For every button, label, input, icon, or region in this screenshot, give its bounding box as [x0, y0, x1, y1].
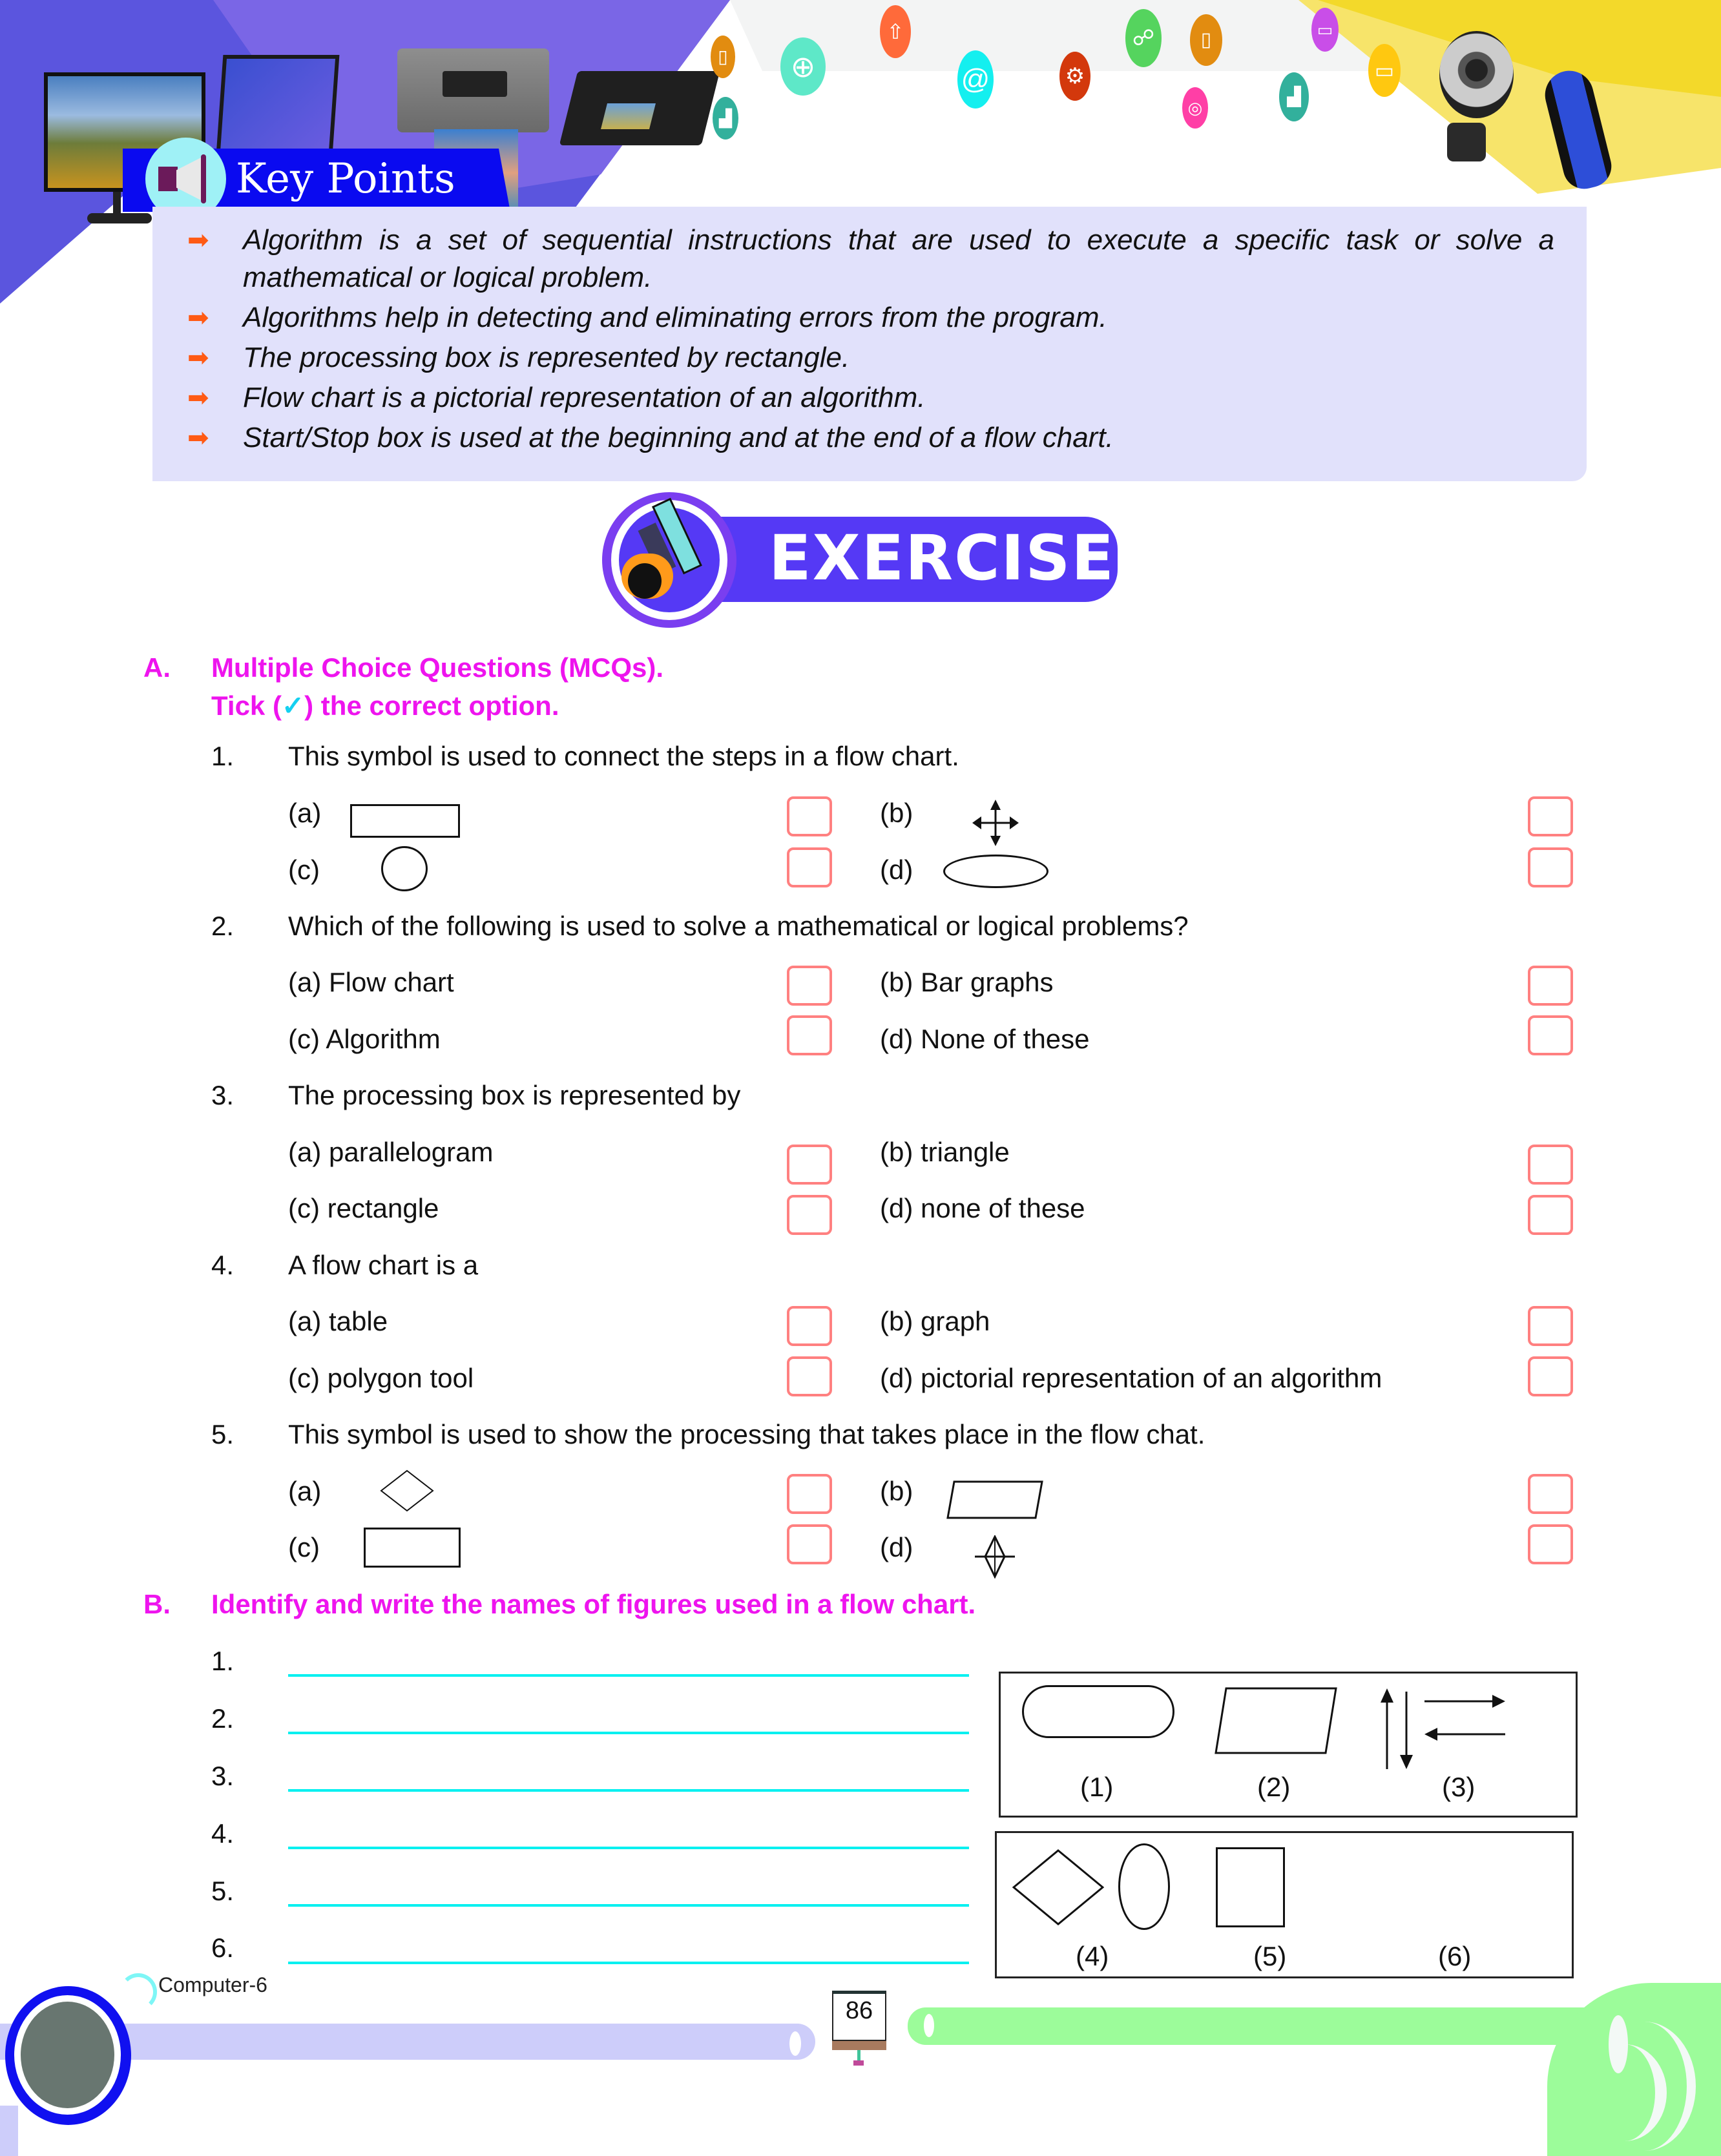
option-label: (c) Algorithm	[288, 1024, 441, 1054]
option-checkbox[interactable]	[787, 1195, 832, 1235]
key-point-continuation	[243, 258, 652, 297]
folder-icon: ▭	[1311, 8, 1339, 52]
bullet-arrow-icon: ➡	[187, 304, 209, 332]
option-checkbox[interactable]	[787, 1524, 832, 1564]
mouse-icon: ▯	[711, 36, 735, 78]
question-number: 5.	[211, 1419, 235, 1449]
option-label: (d) pictorial representation of an algorithm	[880, 1363, 1382, 1393]
oval-symbol	[943, 855, 1048, 888]
gamepad-icon: ◎	[1182, 87, 1208, 129]
flow-arrows-shape	[1376, 1688, 1544, 1772]
question-text: Which of the following is used to solve a mathematical or logical problems?	[288, 911, 1189, 941]
option-label: (d) none of these	[880, 1193, 1085, 1223]
question-text: This symbol is used to connect the steps in a flow chart.	[288, 741, 959, 771]
option-label: (c) rectangle	[288, 1193, 439, 1223]
option-checkbox[interactable]	[1528, 1015, 1573, 1055]
footer-bar-cap	[789, 2031, 801, 2056]
key-point	[187, 298, 1107, 337]
scanner-screen	[601, 103, 656, 129]
option-label: (d) None of these	[880, 1024, 1090, 1054]
answer-line[interactable]	[288, 1847, 969, 1849]
option-checkbox[interactable]	[787, 1474, 832, 1514]
key-points-title: Key Points	[236, 155, 455, 203]
option-checkbox[interactable]	[787, 966, 832, 1006]
option-checkbox[interactable]	[1528, 1306, 1573, 1346]
option-label: (b) triangle	[880, 1137, 1010, 1167]
upload-icon: ⇧	[880, 5, 911, 58]
option-label: (a)	[288, 798, 322, 828]
rectangle-shape	[1216, 1847, 1285, 1927]
monitor-base	[87, 213, 152, 223]
rectangle-symbol	[364, 1528, 461, 1568]
gears-icon: ⚙	[1059, 52, 1090, 101]
answer-line-number: 2.	[211, 1703, 235, 1734]
question-number: 1.	[211, 741, 235, 771]
laptop-icon	[216, 55, 340, 155]
key-point-text: Algorithms help in detecting and eliminating errors from the program.	[243, 302, 1107, 333]
answer-line-number: 1.	[211, 1646, 235, 1676]
instruction-text: Tick (	[211, 690, 282, 721]
question-number: 3.	[211, 1080, 235, 1110]
option-checkbox[interactable]	[787, 1015, 832, 1055]
answer-line[interactable]	[288, 1904, 969, 1907]
growth-chart-icon: ▟	[1279, 72, 1309, 121]
option-label: (c)	[288, 855, 320, 885]
globe-icon: ⊕	[780, 37, 826, 96]
question-text: The processing box is represented by	[288, 1080, 741, 1110]
question-text: A flow chart is a	[288, 1250, 479, 1280]
option-checkbox[interactable]	[787, 1306, 832, 1346]
chart-icon: ▟	[713, 97, 738, 140]
figure-label: (1)	[1080, 1772, 1114, 1802]
terminal-shape	[1022, 1685, 1174, 1738]
option-label: (c)	[288, 1532, 320, 1562]
bullet-arrow-icon: ➡	[187, 226, 209, 254]
option-checkbox[interactable]	[787, 1356, 832, 1396]
answer-line[interactable]	[288, 1732, 969, 1734]
option-label: (b)	[880, 1476, 913, 1506]
tick-icon: ✓	[281, 690, 305, 721]
section-a-letter: A.	[143, 652, 171, 683]
option-checkbox[interactable]	[787, 847, 832, 887]
answer-line[interactable]	[288, 1674, 969, 1677]
key-point-text: mathematical or logical problem.	[243, 262, 652, 293]
key-points-box	[152, 207, 1587, 481]
diamond-symbol	[380, 1469, 434, 1512]
figure-label: (4)	[1076, 1941, 1109, 1971]
answer-line-number: 5.	[211, 1876, 235, 1906]
page-stand	[832, 2041, 886, 2050]
figure-label: (5)	[1253, 1941, 1287, 1971]
question-number: 2.	[211, 911, 235, 941]
figure-label: (3)	[1442, 1772, 1476, 1802]
answer-line-number: 6.	[211, 1933, 235, 1963]
instruction-text: ) the correct option.	[304, 690, 559, 721]
diamond-shape	[1012, 1849, 1104, 1925]
printer-panel	[443, 71, 507, 97]
connector-arrows-symbol	[972, 1534, 1017, 1579]
key-point	[187, 338, 850, 377]
key-point-text: Algorithm is a set of sequential instructions that are used to execute a specific task or solve a	[243, 224, 1554, 256]
figure-label: (6)	[1438, 1941, 1472, 1971]
rectangle-symbol	[350, 804, 460, 838]
section-b-letter: B.	[143, 1589, 171, 1619]
section-b-title: Identify and write the names of figures used in a flow chart.	[211, 1589, 976, 1619]
answer-line-number: 3.	[211, 1761, 235, 1791]
webcam-icon	[1439, 31, 1514, 118]
dish-stand	[0, 2106, 18, 2156]
page-stand-foot	[853, 2060, 864, 2066]
option-label: (b) graph	[880, 1306, 990, 1336]
option-label: (b) Bar graphs	[880, 967, 1054, 997]
option-checkbox[interactable]	[1528, 847, 1573, 887]
bullet-arrow-icon: ➡	[187, 384, 209, 412]
answer-line[interactable]	[288, 1789, 969, 1792]
book-title: Computer-6	[158, 1973, 267, 1996]
signal-waves-icon	[120, 1973, 157, 2011]
webcam-base	[1447, 123, 1486, 161]
option-checkbox[interactable]	[787, 796, 832, 836]
computer-icon: ▭	[1368, 44, 1401, 97]
option-checkbox[interactable]	[787, 1145, 832, 1185]
network-icon: ☍	[1125, 9, 1162, 67]
parallelogram-shape	[1215, 1687, 1337, 1754]
option-label: (a) table	[288, 1306, 388, 1336]
option-checkbox[interactable]	[1528, 1195, 1573, 1235]
circle-shape	[1118, 1843, 1170, 1930]
key-point-text: Start/Stop box is used at the beginning and at the end of a flow chart.	[243, 422, 1114, 453]
key-point	[187, 378, 926, 417]
option-label: (d)	[880, 855, 913, 885]
key-point	[187, 221, 1554, 260]
page-number: 86	[845, 1997, 873, 2024]
key-point-text: The processing box is represented by rectangle.	[243, 342, 850, 373]
section-a-title: Multiple Choice Questions (MCQs).	[211, 652, 664, 683]
option-checkbox[interactable]	[1528, 1524, 1573, 1564]
option-label: (d)	[880, 1532, 913, 1562]
connector-arrows-symbol	[972, 800, 1019, 846]
option-checkbox[interactable]	[1528, 796, 1573, 836]
at-icon: @	[957, 50, 994, 109]
option-label: (c) polygon tool	[288, 1363, 474, 1393]
section-a-instruction	[211, 690, 559, 721]
option-label: (b)	[880, 798, 913, 828]
mouse-icon-2: ▯	[1190, 14, 1222, 66]
option-label: (a)	[288, 1476, 322, 1506]
option-label: (a) Flow chart	[288, 967, 454, 997]
footer-bar-cap	[924, 2014, 934, 2037]
parallelogram-symbol	[946, 1480, 1043, 1519]
option-checkbox[interactable]	[1528, 1356, 1573, 1396]
computer-user-icon	[602, 492, 736, 628]
figure-label: (2)	[1257, 1772, 1291, 1802]
circle-symbol	[381, 846, 428, 891]
satellite-dish-icon	[5, 1986, 131, 2125]
bullet-arrow-icon: ➡	[187, 344, 209, 372]
option-checkbox[interactable]	[1528, 966, 1573, 1006]
answer-line[interactable]	[288, 1962, 969, 1964]
bullet-arrow-icon: ➡	[187, 424, 209, 452]
option-checkbox[interactable]	[1528, 1474, 1573, 1514]
key-point	[187, 419, 1114, 457]
option-label: (a) parallelogram	[288, 1137, 494, 1167]
option-checkbox[interactable]	[1528, 1145, 1573, 1185]
question-number: 4.	[211, 1250, 235, 1280]
exercise-title: EXERCISE	[769, 522, 1115, 594]
answer-line-number: 4.	[211, 1818, 235, 1849]
question-text: This symbol is used to show the processing that takes place in the flow chat.	[288, 1419, 1205, 1449]
key-point-text: Flow chart is a pictorial representation of an algorithm.	[243, 382, 926, 413]
